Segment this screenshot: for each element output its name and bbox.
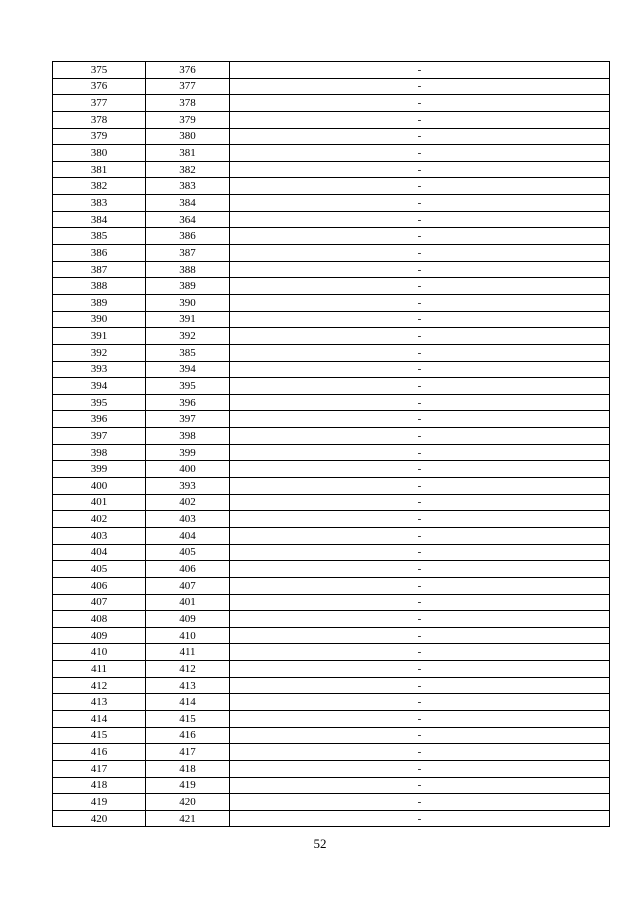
table-cell: 392 (146, 328, 230, 345)
table-cell: - (230, 527, 610, 544)
table-row (53, 311, 610, 328)
table-row (53, 278, 610, 295)
table-cell: 391 (146, 311, 230, 328)
table-cell: - (230, 760, 610, 777)
table-cell: - (230, 677, 610, 694)
table-row (53, 211, 610, 228)
table-cell: 388 (53, 278, 146, 295)
table-cell: - (230, 478, 610, 495)
table-row (53, 428, 610, 445)
table-cell: 402 (146, 494, 230, 511)
table-cell: - (230, 777, 610, 794)
table-cell: 380 (146, 128, 230, 145)
table-row (53, 444, 610, 461)
table-cell: - (230, 694, 610, 711)
table-cell: 405 (146, 544, 230, 561)
table-row (53, 328, 610, 345)
table-cell: 387 (53, 261, 146, 278)
table-cell: - (230, 211, 610, 228)
table-cell: 421 (146, 810, 230, 827)
table-cell: - (230, 394, 610, 411)
table-cell: 381 (146, 145, 230, 162)
table-cell: 418 (146, 760, 230, 777)
table-cell: 397 (53, 428, 146, 445)
table-cell: 414 (146, 694, 230, 711)
table-cell: 401 (53, 494, 146, 511)
table-row (53, 710, 610, 727)
table-cell: 416 (146, 727, 230, 744)
table-cell: 418 (53, 777, 146, 794)
table-cell: 398 (146, 428, 230, 445)
table-cell: 411 (146, 644, 230, 661)
table-row (53, 195, 610, 212)
table-row (53, 161, 610, 178)
table-cell: 386 (53, 245, 146, 262)
table-cell: - (230, 810, 610, 827)
table-cell: 409 (53, 627, 146, 644)
table-cell: - (230, 744, 610, 761)
table-cell: - (230, 544, 610, 561)
table-cell: 382 (146, 161, 230, 178)
table-cell: 389 (53, 294, 146, 311)
table-row (53, 344, 610, 361)
table-cell: - (230, 278, 610, 295)
table-cell: 378 (53, 111, 146, 128)
table-cell: - (230, 511, 610, 528)
table-cell: - (230, 195, 610, 212)
table-cell: - (230, 178, 610, 195)
table-cell: - (230, 428, 610, 445)
table-cell: 409 (146, 611, 230, 628)
table-cell: - (230, 494, 610, 511)
table-body (53, 62, 610, 827)
table-row (53, 78, 610, 95)
table-row (53, 810, 610, 827)
table-cell: 381 (53, 161, 146, 178)
table-cell: 411 (53, 661, 146, 678)
table-row (53, 561, 610, 578)
table-row (53, 644, 610, 661)
table-cell: 387 (146, 245, 230, 262)
table-row (53, 577, 610, 594)
table-row (53, 62, 610, 79)
table-cell: 415 (146, 710, 230, 727)
table-cell: 398 (53, 444, 146, 461)
table-row (53, 527, 610, 544)
table-cell: - (230, 611, 610, 628)
table-cell: - (230, 128, 610, 145)
table-cell: - (230, 311, 610, 328)
table-row (53, 677, 610, 694)
table-cell: 395 (53, 394, 146, 411)
table-cell: 410 (146, 627, 230, 644)
data-table (52, 61, 610, 827)
table-cell: 385 (146, 344, 230, 361)
table-cell: 394 (146, 361, 230, 378)
table-cell: 390 (146, 294, 230, 311)
table-cell: 410 (53, 644, 146, 661)
table-cell: 403 (53, 527, 146, 544)
table-cell: 405 (53, 561, 146, 578)
table-cell: 407 (146, 577, 230, 594)
table-cell: 383 (146, 178, 230, 195)
table-cell: 419 (53, 794, 146, 811)
table-row (53, 228, 610, 245)
table-row (53, 178, 610, 195)
table-row (53, 511, 610, 528)
table-cell: - (230, 710, 610, 727)
table-cell: 407 (53, 594, 146, 611)
table-cell: 399 (146, 444, 230, 461)
table-row (53, 760, 610, 777)
table-cell: - (230, 95, 610, 112)
table-row (53, 594, 610, 611)
table-cell: 380 (53, 145, 146, 162)
table-cell: - (230, 328, 610, 345)
table-cell: 414 (53, 710, 146, 727)
table-cell: 420 (53, 810, 146, 827)
table-cell: 412 (146, 661, 230, 678)
table-cell: 404 (146, 527, 230, 544)
table-cell: 377 (146, 78, 230, 95)
table-row (53, 95, 610, 112)
table-cell: 394 (53, 378, 146, 395)
table-cell: 408 (53, 611, 146, 628)
table-cell: 384 (53, 211, 146, 228)
table-cell: 378 (146, 95, 230, 112)
table-cell: - (230, 361, 610, 378)
table-cell: - (230, 577, 610, 594)
table-cell: - (230, 111, 610, 128)
table-cell: 400 (146, 461, 230, 478)
table-row (53, 245, 610, 262)
data-table-container (52, 61, 609, 827)
table-cell: 406 (146, 561, 230, 578)
table-row (53, 361, 610, 378)
table-cell: 383 (53, 195, 146, 212)
table-cell: 393 (146, 478, 230, 495)
table-cell: 396 (146, 394, 230, 411)
table-cell: 403 (146, 511, 230, 528)
table-row (53, 378, 610, 395)
table-cell: 396 (53, 411, 146, 428)
table-cell: 364 (146, 211, 230, 228)
table-cell: - (230, 461, 610, 478)
table-row (53, 627, 610, 644)
table-row (53, 744, 610, 761)
table-cell: 416 (53, 744, 146, 761)
table-cell: - (230, 294, 610, 311)
table-cell: - (230, 594, 610, 611)
table-row (53, 694, 610, 711)
table-row (53, 777, 610, 794)
table-cell: 420 (146, 794, 230, 811)
table-cell: - (230, 161, 610, 178)
table-row (53, 794, 610, 811)
page-number: 52 (313, 836, 327, 851)
table-cell: 390 (53, 311, 146, 328)
table-row (53, 411, 610, 428)
table-cell: 402 (53, 511, 146, 528)
table-cell: - (230, 344, 610, 361)
table-cell: 401 (146, 594, 230, 611)
table-cell: 393 (53, 361, 146, 378)
table-cell: 419 (146, 777, 230, 794)
table-cell: 377 (53, 95, 146, 112)
table-row (53, 261, 610, 278)
table-row (53, 111, 610, 128)
table-cell: 379 (53, 128, 146, 145)
table-cell: 392 (53, 344, 146, 361)
table-row (53, 727, 610, 744)
table-cell: - (230, 228, 610, 245)
table-cell: 391 (53, 328, 146, 345)
table-cell: 404 (53, 544, 146, 561)
table-row (53, 494, 610, 511)
table-row (53, 294, 610, 311)
table-row (53, 544, 610, 561)
table-row (53, 611, 610, 628)
table-cell: 388 (146, 261, 230, 278)
table-cell: 413 (146, 677, 230, 694)
table-cell: - (230, 444, 610, 461)
table-row (53, 145, 610, 162)
table-cell: 406 (53, 577, 146, 594)
table-cell: 417 (146, 744, 230, 761)
table-cell: 412 (53, 677, 146, 694)
table-cell: 375 (53, 62, 146, 79)
table-cell: 415 (53, 727, 146, 744)
table-row (53, 128, 610, 145)
table-cell: - (230, 561, 610, 578)
table-cell: 389 (146, 278, 230, 295)
table-cell: - (230, 62, 610, 79)
table-cell: 400 (53, 478, 146, 495)
table-cell: - (230, 794, 610, 811)
table-cell: 376 (146, 62, 230, 79)
table-cell: - (230, 661, 610, 678)
table-cell: 385 (53, 228, 146, 245)
table-cell: 397 (146, 411, 230, 428)
table-cell: - (230, 78, 610, 95)
table-cell: - (230, 727, 610, 744)
table-cell: - (230, 644, 610, 661)
table-cell: - (230, 261, 610, 278)
table-cell: 395 (146, 378, 230, 395)
table-cell: 376 (53, 78, 146, 95)
table-cell: 417 (53, 760, 146, 777)
table-cell: 379 (146, 111, 230, 128)
table-cell: - (230, 145, 610, 162)
table-cell: 413 (53, 694, 146, 711)
table-cell: - (230, 627, 610, 644)
table-cell: - (230, 378, 610, 395)
table-row (53, 478, 610, 495)
table-cell: 399 (53, 461, 146, 478)
table-cell: 382 (53, 178, 146, 195)
table-cell: - (230, 411, 610, 428)
table-cell: 386 (146, 228, 230, 245)
table-row (53, 461, 610, 478)
table-row (53, 661, 610, 678)
table-cell: 384 (146, 195, 230, 212)
table-row (53, 394, 610, 411)
table-cell: - (230, 245, 610, 262)
